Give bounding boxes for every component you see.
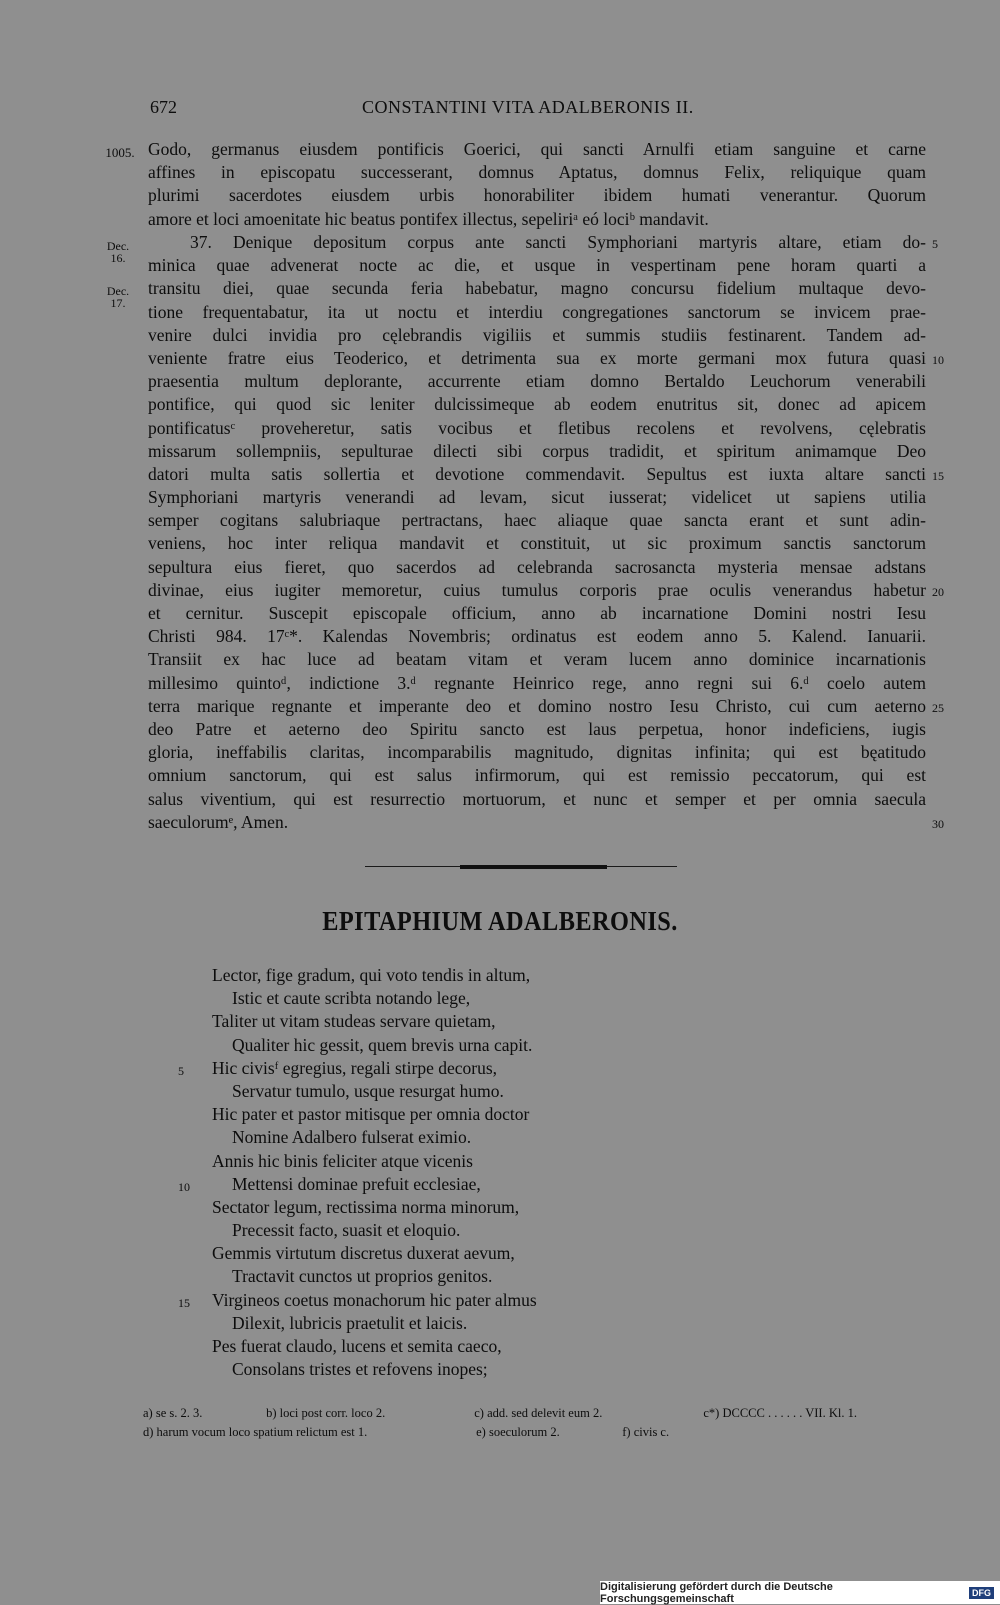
- footnote-f: f) civis c.: [622, 1425, 670, 1439]
- footnote-b: b) loci post corr. loco 2.: [266, 1406, 386, 1420]
- footnote-c: c) add. sed delevit eum 2.: [474, 1406, 603, 1420]
- text-line: minica quae advenerat nocte ac die, et usque in vespertinam pene horam quarti a: [148, 255, 926, 276]
- text-line: Godo, germanus eiusdem pontificis Goerici, qui sancti Arnulfi etiam sanguine et carne: [148, 139, 926, 159]
- text-line: pontificatusᶜ proveheretur, satis vocibus et fletibus recolens et revolvens, cęlebratis: [148, 417, 926, 438]
- text-line: millesimo quintoᵈ, indictione 3.ᵈ regnante Heinrico rege, anno regni sui 6.ᵈ coelo autem: [148, 672, 926, 693]
- verse-number: 5: [178, 1064, 184, 1078]
- paragraph-1: [148, 138, 926, 231]
- verse-line: Hic pater et pastor mitisque per omnia doctor: [212, 1104, 530, 1125]
- paragraph-37: [148, 231, 926, 834]
- verse-line: Annis hic binis feliciter atque vicenis: [212, 1150, 473, 1171]
- margin-year: 1005.: [105, 145, 135, 160]
- footnotes-row-2: [143, 1423, 669, 1442]
- verse-line: Nomine Adalbero fulserat eximio.: [232, 1127, 472, 1148]
- text-line: 37. Denique depositum corpus ante sancti Symphoriani martyris altare, etiam do-: [190, 232, 926, 252]
- footnote-c-star: c*) DCCCC . . . . . . VII. Kl. 1.: [703, 1406, 857, 1420]
- text-line: missarum sollempniis, sepulturae dilecti sibi corpus tradidit, et spiritum animamque Deo: [148, 440, 926, 461]
- text-line: transitu diei, quae secunda feria habebatur, magno concursu fidelium multaque devo-: [148, 278, 926, 299]
- margin-date-dec16: Dec. 16.: [106, 239, 130, 265]
- verse-line: Mettensi dominae prefuit ecclesiae,: [232, 1173, 481, 1194]
- text-line: pontifice, qui quod sic leniter dulcissimeque ab eodem enutritus sit, donec ad apicem: [148, 394, 926, 415]
- verse-number: 10: [178, 1180, 190, 1194]
- dfg-logo: DFG: [969, 1587, 994, 1599]
- text-line: Transiit ex hac luce ad beatam vitam et veram lucem anno dominice incarnationis: [148, 649, 926, 670]
- text-line: veniente fratre eius Teoderico, et detrimenta sua ex morte germani mox futura quasi: [148, 347, 926, 368]
- text-line: et cernitur. Suscepit episcopale officium, anno ab incarnatione Domini nostri Iesu: [148, 603, 926, 623]
- text-line: Symphoriani martyris venerandi ad levam, sicut iusserat; videlicet ut sapiens utilia: [148, 487, 926, 508]
- text-line: affines in episcopatu successerant, domnus Aptatus, domnus Felix, reliquique quam: [148, 162, 926, 183]
- section-divider: [365, 865, 677, 869]
- page-number: 672: [150, 97, 177, 117]
- text-line: sepultura eius fieret, quo sacerdos ad celebranda sacrosancta mysteria mensae adstans: [148, 556, 926, 577]
- line-number: 20: [932, 585, 944, 599]
- text-line: semper cogitans salubriaque pertractans, haec aliaque quae sancta erant et sunt adin-: [148, 510, 926, 531]
- text-line: veniens, hoc inter reliqua mandavit et constituit, ut sic proximum sanctis sanctorum: [148, 533, 926, 554]
- text-line: praesentia multum deplorante, accurrente etiam domno Bertaldo Leuchorum venerabili: [148, 371, 926, 392]
- text-line: deo Patre et aeterno deo Spiritu sancto est laus perpetua, honor indeficiens, iugis: [148, 718, 926, 739]
- text-line: Christi 984. 17ᶜ*. Kalendas Novembris; ordinatus est eodem anno 5. Kalend. Ianuarii.: [148, 626, 926, 647]
- margin-date-dec17: Dec. 17.: [106, 284, 130, 310]
- epitaph-verses: [212, 964, 537, 1381]
- text-line: salus viventium, qui est resurrectio mortuorum, et nunc et semper et per omnia saecula: [148, 788, 926, 809]
- digitization-footer: [600, 1581, 1000, 1604]
- verse-line: Gemmis virtutum discretus duxerat aevum,: [212, 1243, 515, 1264]
- verse-line: Hic civisᶠ egregius, regali stirpe decorus,: [212, 1057, 498, 1078]
- running-head: CONSTANTINI VITA ADALBERONIS II.: [362, 97, 694, 117]
- verse-line: Lector, fige gradum, qui voto tendis in altum,: [212, 965, 531, 985]
- verse-line: Virgineos coetus monachorum hic pater almus: [212, 1289, 537, 1310]
- footer-text: Digitalisierung gefördert durch die Deutsche Forschungsgemeinschaft: [600, 1580, 833, 1605]
- verse-number: 15: [178, 1296, 190, 1310]
- verse-line: Consolans tristes et refovens inopes;: [232, 1359, 488, 1380]
- footnote-e: e) soeculorum 2.: [476, 1425, 560, 1439]
- text-line: gloria, ineffabilis claritas, incomparabilis magnitudo, dignitas infinita; qui est bęatitudo: [148, 742, 926, 763]
- line-number: 25: [932, 701, 944, 715]
- epitaph-title: EPITAPHIUM ADALBERONIS.: [322, 906, 678, 936]
- line-number: 10: [932, 353, 944, 367]
- verse-line: Tractavit cunctos ut proprios genitos.: [232, 1266, 493, 1287]
- verse-line: Sectator legum, rectissima norma minorum,: [212, 1196, 520, 1217]
- text-line: saeculorumᵉ, Amen.: [148, 811, 289, 832]
- text-line: divinae, eius iugiter memoretur, cuius tumulus corporis prae oculis venerandus habetur: [148, 579, 926, 600]
- verse-line: Istic et caute scribta notando lege,: [232, 988, 471, 1009]
- text-line: datori multa satis sollertia et devotione commendavit. Sepultus est iuxta altare sancti: [148, 463, 926, 484]
- verse-line: Pes fuerat claudo, lucens et semita caeco,: [212, 1336, 502, 1356]
- text-line: omnium sanctorum, qui est salus infirmorum, qui est remissio peccatorum, qui est: [148, 765, 926, 786]
- line-number: 15: [932, 469, 944, 483]
- verse-line: Precessit facto, suasit et eloquio.: [232, 1220, 461, 1241]
- text-line: tione frequentabatur, ita ut noctu et interdiu congregationes sanctorum se invicem prae-: [148, 301, 926, 322]
- footnotes-row-1: [143, 1404, 857, 1423]
- text-line: venire dulci invidia pro cęlebrandis vigiliis et summis studiis festinarent. Tandem ad-: [148, 324, 926, 345]
- footnote-a: a) se s. 2. 3.: [143, 1406, 203, 1420]
- line-number: 30: [932, 817, 944, 831]
- text-line: plurimi sacerdotes eiusdem urbis honorabiliter ibidem humati venerantur. Quorum: [148, 185, 926, 206]
- verse-line: Servatur tumulo, usque resurgat humo.: [232, 1080, 504, 1101]
- line-number: 5: [932, 237, 938, 251]
- verse-line: Dilexit, lubricis praetulit et laicis.: [232, 1312, 468, 1333]
- verse-line: Qualiter hic gessit, quem brevis urna capit.: [232, 1034, 533, 1055]
- footnote-d: d) harum vocum loco spatium relictum est 1.: [143, 1425, 368, 1439]
- text-line: terra marique regnante et imperante deo et domino nostro Iesu Christo, cui cum aeterno: [148, 695, 926, 716]
- verse-line: Taliter ut vitam studeas servare quietam,: [212, 1011, 496, 1032]
- text-line: amore et loci amoenitate hic beatus pontifex illectus, sepeliriᵃ eó lociᵇ mandavit.: [148, 208, 709, 229]
